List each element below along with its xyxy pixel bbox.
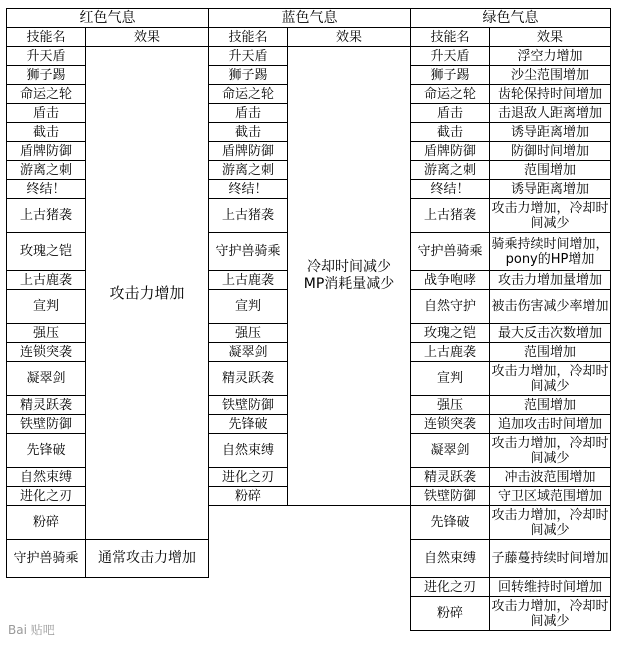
blue-table-title: 蓝色气息	[209, 9, 411, 28]
green-skill-cell: 战争咆哮	[411, 271, 490, 290]
red-aura-table	[6, 8, 209, 578]
green-effect-cell: 攻击力增加，冷却时间减少	[491, 507, 609, 538]
green-effect-cell: 被击伤害减少率增加	[490, 290, 611, 324]
red-skill-cell: 升天盾	[7, 47, 86, 66]
table-row	[411, 434, 611, 468]
green-skill-cell: 铁壁防御	[411, 487, 490, 506]
table-row	[411, 578, 611, 597]
green-skill-cell: 精灵跃袭	[411, 468, 490, 487]
blue-skill-cell: 盾击	[209, 104, 288, 123]
red-skill-cell: 盾击	[7, 104, 86, 123]
red-skill-cell: 玫瑰之铠	[7, 233, 86, 271]
red-skill-cell: 终结！	[7, 180, 86, 199]
green-skill-cell: 进化之刃	[411, 578, 490, 597]
table-row	[411, 343, 611, 362]
blue-skill-cell: 先锋破	[209, 415, 288, 434]
blue-header-effect: 效果	[288, 28, 411, 47]
green-effect-cell: 防御时间增加	[490, 142, 611, 161]
red-skill-cell: 上古猪袭	[7, 199, 86, 233]
green-skill-cell: 粉碎	[411, 597, 490, 631]
blue-effect-line: 冷却时间减少	[307, 259, 391, 275]
blue-skill-cell: 升天盾	[209, 47, 288, 66]
table-row	[411, 123, 611, 142]
blue-effect-line: MP消耗量减少	[303, 276, 395, 292]
blue-skill-cell: 铁壁防御	[209, 396, 288, 415]
red-skill-cell: 截击	[7, 123, 86, 142]
red-skill-cell: 强压	[7, 324, 86, 343]
red-skill-cell: 命运之轮	[7, 85, 86, 104]
table-row	[411, 85, 611, 104]
red-skill-cell: 狮子踢	[7, 66, 86, 85]
green-skill-cell: 盾击	[411, 104, 490, 123]
green-effect-cell: 击退敌人距离增加	[490, 104, 611, 123]
blue-skill-cell: 盾牌防御	[209, 142, 288, 161]
green-skill-cell: 先锋破	[411, 506, 490, 540]
green-effect-cell: 攻击力增加量增加	[490, 271, 611, 290]
blue-skill-cell: 命运之轮	[209, 85, 288, 104]
blue-skill-cell: 狮子踢	[209, 66, 288, 85]
blue-header-skill: 技能名	[209, 28, 288, 47]
green-skill-cell: 升天盾	[411, 47, 490, 66]
blue-skill-cell: 截击	[209, 123, 288, 142]
table-row	[411, 66, 611, 85]
red-table-title: 红色气息	[7, 9, 209, 28]
green-skill-cell: 上古猪袭	[411, 199, 490, 233]
blue-skill-cell: 进化之刃	[209, 468, 288, 487]
red-skill-cell: 连锁突袭	[7, 343, 86, 362]
green-effect-cell: 范围增加	[490, 396, 611, 415]
green-skill-cell: 盾牌防御	[411, 142, 490, 161]
table-row	[411, 47, 611, 66]
red-skill-cell: 精灵跃袭	[7, 396, 86, 415]
blue-skill-cell: 凝翠剑	[209, 343, 288, 362]
blue-effect-merged	[288, 47, 411, 506]
table-row	[411, 199, 611, 233]
green-effect-cell: 守卫区域范围增加	[490, 487, 611, 506]
table-row	[411, 142, 611, 161]
green-effect-cell: 诱导距离增加	[490, 180, 611, 199]
table-row	[411, 324, 611, 343]
green-skill-cell: 连锁突袭	[411, 415, 490, 434]
green-skill-cell: 上古鹿袭	[411, 343, 490, 362]
green-effect-cell: 攻击力增加，冷却时间减少	[491, 200, 609, 231]
green-effect-cell: 诱导距离增加	[490, 123, 611, 142]
red-last-effect: 通常攻击力增加	[86, 540, 209, 578]
green-skill-cell: 终结！	[411, 180, 490, 199]
green-skill-cell: 截击	[411, 123, 490, 142]
table-row	[411, 506, 611, 540]
table-row	[411, 487, 611, 506]
green-effect-cell: 沙尘范围增加	[490, 66, 611, 85]
red-skill-cell: 粉碎	[7, 506, 86, 540]
green-effect-cell: 攻击力增加，冷却时间减少	[491, 598, 609, 629]
green-skill-cell: 玫瑰之铠	[411, 324, 490, 343]
blue-skill-cell: 终结！	[209, 180, 288, 199]
red-skill-cell: 凝翠剑	[7, 362, 86, 396]
table-row	[411, 233, 611, 271]
table-row	[411, 597, 611, 631]
green-effect-cell: 攻击力增加，冷却时间减少	[491, 363, 609, 394]
table-row	[411, 415, 611, 434]
red-skill-cell: 盾牌防御	[7, 142, 86, 161]
green-effect-cell: 冲击波范围增加	[490, 468, 611, 487]
red-skill-cell: 上古鹿袭	[7, 271, 86, 290]
green-skill-cell: 游离之刺	[411, 161, 490, 180]
green-effect-cell: 追加攻击时间增加	[490, 415, 611, 434]
blue-skill-cell: 上古鹿袭	[209, 271, 288, 290]
table-row	[411, 396, 611, 415]
red-skill-cell: 先锋破	[7, 434, 86, 468]
green-effect-cell: 最大反击次数增加	[490, 324, 611, 343]
green-skill-cell: 凝翠剑	[411, 434, 490, 468]
green-effect-cell: 范围增加	[490, 343, 611, 362]
green-effect-cell: 范围增加	[490, 161, 611, 180]
blue-skill-cell: 强压	[209, 324, 288, 343]
green-skill-cell: 宣判	[411, 362, 490, 396]
blue-skill-cell: 守护兽骑乘	[209, 233, 288, 271]
table-row	[411, 362, 611, 396]
green-table-title: 绿色气息	[411, 9, 611, 28]
red-header-effect: 效果	[86, 28, 209, 47]
table-row	[411, 271, 611, 290]
green-effect-cell: 子藤蔓持续时间增加	[490, 540, 611, 578]
red-effect-merged: 攻击力增加	[86, 47, 209, 540]
table-row	[411, 161, 611, 180]
green-skill-cell: 自然守护	[411, 290, 490, 324]
baidu-tieba-watermark: Bai 贴吧	[8, 623, 55, 637]
green-effect-cell: 骑乘持续时间增加，pony的HP增加	[490, 233, 611, 271]
blue-skill-cell: 自然束缚	[209, 434, 288, 468]
blue-skill-cell: 粉碎	[209, 487, 288, 506]
red-last-skill: 守护兽骑乘	[7, 540, 86, 578]
red-skill-cell: 自然束缚	[7, 468, 86, 487]
green-skill-cell: 守护兽骑乘	[411, 233, 490, 271]
green-skill-cell: 强压	[411, 396, 490, 415]
green-aura-table	[410, 8, 611, 631]
table-row	[411, 180, 611, 199]
table-row	[411, 540, 611, 578]
green-skill-cell: 命运之轮	[411, 85, 490, 104]
blue-skill-cell: 宣判	[209, 290, 288, 324]
red-header-skill: 技能名	[7, 28, 86, 47]
green-effect-cell: 回转维持时间增加	[490, 578, 611, 597]
blue-aura-table	[208, 8, 411, 506]
red-skill-cell: 铁壁防御	[7, 415, 86, 434]
red-skill-cell: 宣判	[7, 290, 86, 324]
red-skill-cell: 游离之刺	[7, 161, 86, 180]
red-skill-cell: 进化之刃	[7, 487, 86, 506]
blue-skill-cell: 精灵跃袭	[209, 362, 288, 396]
blue-skill-cell: 游离之刺	[209, 161, 288, 180]
table-row	[411, 104, 611, 123]
green-effect-cell: 攻击力增加，冷却时间减少	[491, 435, 609, 466]
table-row	[411, 290, 611, 324]
blue-skill-cell: 上古猪袭	[209, 199, 288, 233]
green-skill-cell: 自然束缚	[411, 540, 490, 578]
green-skill-cell: 狮子踢	[411, 66, 490, 85]
green-header-skill: 技能名	[411, 28, 490, 47]
green-effect-cell: 浮空力增加	[490, 47, 611, 66]
table-row	[411, 468, 611, 487]
green-header-effect: 效果	[490, 28, 611, 47]
green-effect-cell: 齿轮保持时间增加	[490, 85, 611, 104]
